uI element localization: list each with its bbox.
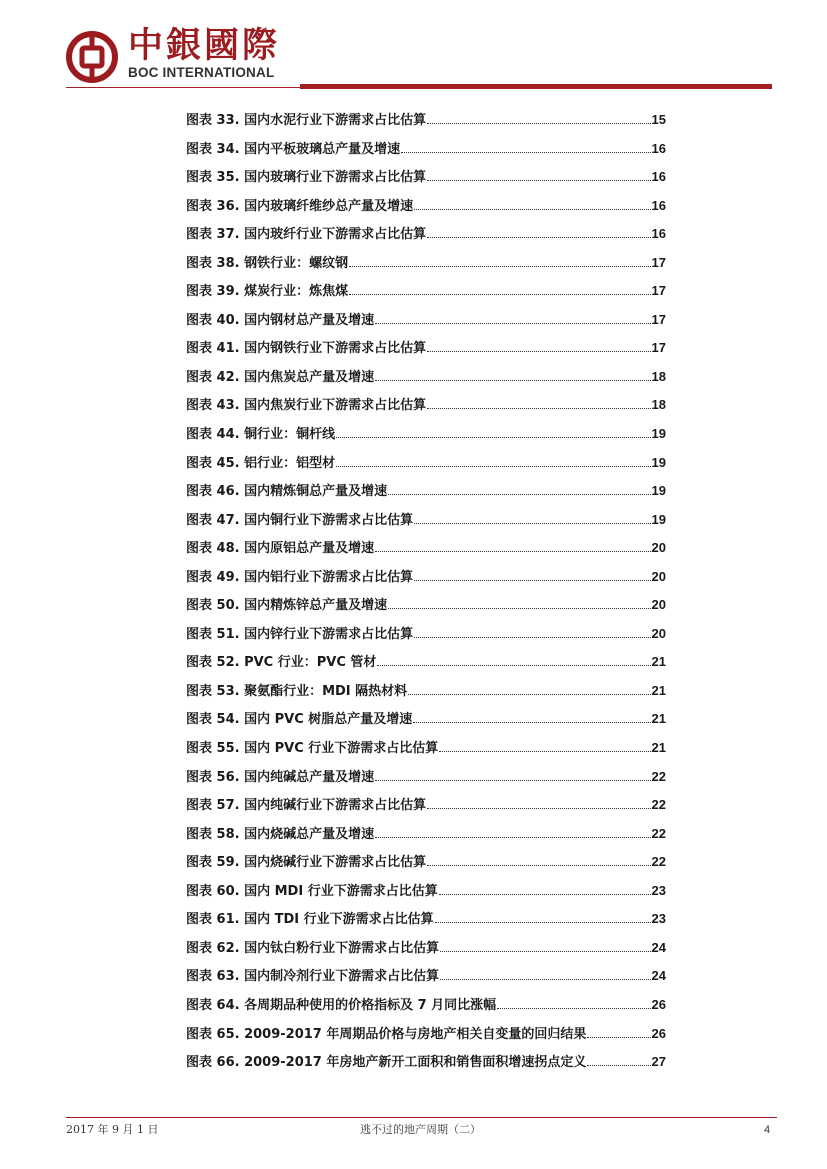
toc-leader-dots — [401, 142, 650, 153]
toc-leader-dots — [414, 627, 650, 638]
footer-rule — [66, 1117, 777, 1118]
toc-entry-page: 18 — [651, 397, 666, 413]
toc-leader-dots — [587, 1055, 650, 1066]
toc-entry-label: 图表 57. 国内纯碱行业下游需求占比估算 — [186, 798, 427, 814]
toc-leader-dots — [427, 341, 650, 352]
toc-entry[interactable] — [186, 763, 666, 792]
toc-entry-page: 18 — [651, 368, 666, 384]
toc-leader-dots — [375, 541, 650, 552]
toc-entry[interactable] — [186, 734, 666, 763]
toc-entry[interactable] — [186, 534, 666, 563]
toc-entry-page: 16 — [651, 197, 666, 213]
toc-entry-page: 16 — [651, 140, 666, 156]
toc-entry-page: 23 — [651, 911, 666, 927]
toc-entry-page: 21 — [651, 654, 666, 670]
toc-entry-page: 17 — [651, 311, 666, 327]
toc-entry-page: 22 — [651, 797, 666, 813]
toc-entry[interactable] — [186, 991, 666, 1020]
toc-leader-dots — [427, 855, 650, 866]
toc-leader-dots — [440, 969, 650, 980]
footer-page-number: 4 — [764, 1124, 771, 1136]
toc-entry-page: 19 — [651, 511, 666, 527]
toc-entry-label: 图表 34. 国内平板玻璃总产量及增速 — [186, 141, 401, 157]
toc-entry[interactable] — [186, 135, 666, 164]
toc-leader-dots — [413, 712, 650, 723]
toc-entry[interactable] — [186, 192, 666, 221]
toc-leader-dots — [427, 227, 650, 238]
footer-report-title: 逃不过的地产周期（二） — [360, 1123, 481, 1136]
toc-entry-page: 22 — [651, 825, 666, 841]
toc-entry-label: 图表 61. 国内 TDI 行业下游需求占比估算 — [186, 912, 434, 928]
toc-entry-label: 图表 58. 国内烧碱总产量及增速 — [186, 826, 375, 842]
toc-entry[interactable] — [186, 820, 666, 849]
toc-entry-label: 图表 50. 国内精炼锌总产量及增速 — [186, 598, 388, 614]
toc-entry[interactable] — [186, 334, 666, 363]
toc-entry-page: 17 — [651, 254, 666, 270]
toc-entry[interactable] — [186, 449, 666, 478]
toc-entry[interactable] — [186, 163, 666, 192]
toc-entry-label: 图表 60. 国内 MDI 行业下游需求占比估算 — [186, 883, 438, 899]
toc-entry[interactable] — [186, 220, 666, 249]
toc-entry-label: 图表 46. 国内精炼铜总产量及增速 — [186, 484, 388, 500]
boc-logo-icon — [66, 31, 118, 83]
toc-entry[interactable] — [186, 420, 666, 449]
toc-entry-label: 图表 51. 国内锌行业下游需求占比估算 — [186, 626, 414, 642]
toc-entry[interactable] — [186, 791, 666, 820]
toc-entry-page: 21 — [651, 682, 666, 698]
toc-entry-label: 图表 49. 国内铝行业下游需求占比估算 — [186, 569, 414, 585]
page-header — [0, 0, 827, 100]
toc-entry-label: 图表 39. 煤炭行业：炼焦煤 — [186, 284, 349, 300]
toc-entry-label: 图表 36. 国内玻璃纤维纱总产量及增速 — [186, 198, 414, 214]
toc-entry-label: 图表 45. 铝行业：铝型材 — [186, 455, 336, 471]
toc-leader-dots — [497, 998, 650, 1009]
toc-leader-dots — [440, 941, 650, 952]
toc-entry-page: 19 — [651, 426, 666, 442]
toc-entry[interactable] — [186, 1020, 666, 1049]
toc-leader-dots — [375, 313, 650, 324]
toc-leader-dots — [427, 170, 650, 181]
toc-leader-dots — [587, 1027, 650, 1038]
toc-entry-label: 图表 42. 国内焦炭总产量及增速 — [186, 369, 375, 385]
toc-entry-label: 图表 65. 2009-2017 年周期品价格与房地产相关自变量的回归结果 — [186, 1026, 587, 1042]
toc-entry-label: 图表 52. PVC 行业：PVC 管材 — [186, 655, 377, 671]
header-rule-thin — [66, 87, 772, 88]
table-of-figures — [186, 106, 666, 1077]
toc-entry-label: 图表 43. 国内焦炭行业下游需求占比估算 — [186, 398, 427, 414]
toc-entry-label: 图表 35. 国内玻璃行业下游需求占比估算 — [186, 170, 427, 186]
toc-entry-label: 图表 59. 国内烧碱行业下游需求占比估算 — [186, 855, 427, 871]
toc-entry[interactable] — [186, 249, 666, 278]
toc-entry-page: 19 — [651, 454, 666, 470]
toc-entry-label: 图表 47. 国内铜行业下游需求占比估算 — [186, 512, 414, 528]
toc-leader-dots — [414, 570, 650, 581]
toc-entry[interactable] — [186, 905, 666, 934]
toc-leader-dots — [336, 427, 650, 438]
toc-leader-dots — [435, 912, 651, 923]
toc-entry-page: 24 — [651, 968, 666, 984]
toc-entry-page: 23 — [651, 882, 666, 898]
toc-entry-label: 图表 63. 国内制冷剂行业下游需求占比估算 — [186, 969, 440, 985]
toc-entry-page: 26 — [651, 996, 666, 1012]
toc-entry[interactable] — [186, 620, 666, 649]
toc-entry-page: 26 — [651, 1025, 666, 1041]
toc-entry[interactable] — [186, 1048, 666, 1077]
footer-date: 2017 年 9 月 1 日 — [66, 1123, 159, 1136]
toc-leader-dots — [439, 884, 651, 895]
toc-entry-page: 21 — [651, 711, 666, 727]
toc-leader-dots — [427, 798, 650, 809]
toc-entry-page: 22 — [651, 854, 666, 870]
toc-leader-dots — [336, 456, 650, 467]
toc-entry[interactable] — [186, 705, 666, 734]
toc-leader-dots — [427, 113, 650, 124]
brand-name-chinese: 中銀國際 — [128, 25, 281, 66]
toc-entry-label: 图表 53. 聚氨酯行业：MDI 隔热材料 — [186, 683, 408, 699]
toc-entry[interactable] — [186, 962, 666, 991]
toc-entry-label: 图表 48. 国内原铝总产量及增速 — [186, 541, 375, 557]
toc-entry-label: 图表 44. 铜行业：铜杆线 — [186, 427, 336, 443]
toc-leader-dots — [375, 827, 650, 838]
toc-entry-page: 16 — [651, 169, 666, 185]
toc-entry-page: 17 — [651, 340, 666, 356]
toc-entry[interactable] — [186, 563, 666, 592]
toc-leader-dots — [377, 655, 650, 666]
toc-entry-label: 图表 66. 2009-2017 年房地产新开工面积和销售面积增速拐点定义 — [186, 1055, 587, 1071]
toc-entry[interactable] — [186, 648, 666, 677]
toc-entry[interactable] — [186, 106, 666, 135]
toc-entry-label: 图表 37. 国内玻纤行业下游需求占比估算 — [186, 227, 427, 243]
toc-entry[interactable] — [186, 277, 666, 306]
toc-entry[interactable] — [186, 391, 666, 420]
toc-leader-dots — [427, 398, 650, 409]
toc-entry[interactable] — [186, 877, 666, 906]
toc-entry-label: 图表 41. 国内钢铁行业下游需求占比估算 — [186, 341, 427, 357]
toc-entry[interactable] — [186, 363, 666, 392]
toc-entry-label: 图表 56. 国内纯碱总产量及增速 — [186, 769, 375, 785]
toc-leader-dots — [414, 199, 650, 210]
toc-entry-page: 21 — [651, 740, 666, 756]
toc-entry-page: 20 — [651, 540, 666, 556]
toc-leader-dots — [375, 770, 650, 781]
toc-entry-page: 17 — [651, 283, 666, 299]
toc-entry-page: 20 — [651, 597, 666, 613]
toc-leader-dots — [439, 741, 650, 752]
toc-entry-page: 20 — [651, 568, 666, 584]
toc-entry[interactable] — [186, 306, 666, 335]
toc-entry-label: 图表 38. 钢铁行业：螺纹钢 — [186, 255, 349, 271]
toc-leader-dots — [388, 484, 650, 495]
toc-entry-label: 图表 33. 国内水泥行业下游需求占比估算 — [186, 113, 427, 128]
toc-leader-dots — [388, 598, 650, 609]
toc-leader-dots — [408, 684, 650, 695]
toc-entry-page: 20 — [651, 625, 666, 641]
toc-entry[interactable] — [186, 477, 666, 506]
toc-entry-label: 图表 40. 国内钢材总产量及增速 — [186, 312, 375, 328]
toc-entry-page: 27 — [651, 1054, 666, 1070]
toc-entry-label: 图表 54. 国内 PVC 树脂总产量及增速 — [186, 712, 413, 728]
brand-name-english: BOC INTERNATIONAL — [128, 65, 275, 80]
toc-entry-page: 15 — [651, 112, 666, 127]
toc-leader-dots — [349, 284, 650, 295]
toc-entry-page: 16 — [651, 226, 666, 242]
toc-entry-page: 19 — [651, 483, 666, 499]
toc-entry[interactable] — [186, 848, 666, 877]
toc-entry-label: 图表 64. 各周期品种使用的价格指标及 7 月同比涨幅 — [186, 997, 497, 1013]
toc-entry[interactable] — [186, 591, 666, 620]
toc-entry-page: 24 — [651, 939, 666, 955]
toc-entry-page: 22 — [651, 768, 666, 784]
toc-leader-dots — [349, 256, 650, 267]
toc-entry-label: 图表 55. 国内 PVC 行业下游需求占比估算 — [186, 741, 439, 757]
toc-leader-dots — [414, 513, 650, 524]
toc-entry[interactable] — [186, 677, 666, 706]
toc-entry[interactable] — [186, 934, 666, 963]
toc-entry-label: 图表 62. 国内钛白粉行业下游需求占比估算 — [186, 940, 440, 956]
toc-entry[interactable] — [186, 506, 666, 535]
toc-leader-dots — [375, 370, 650, 381]
